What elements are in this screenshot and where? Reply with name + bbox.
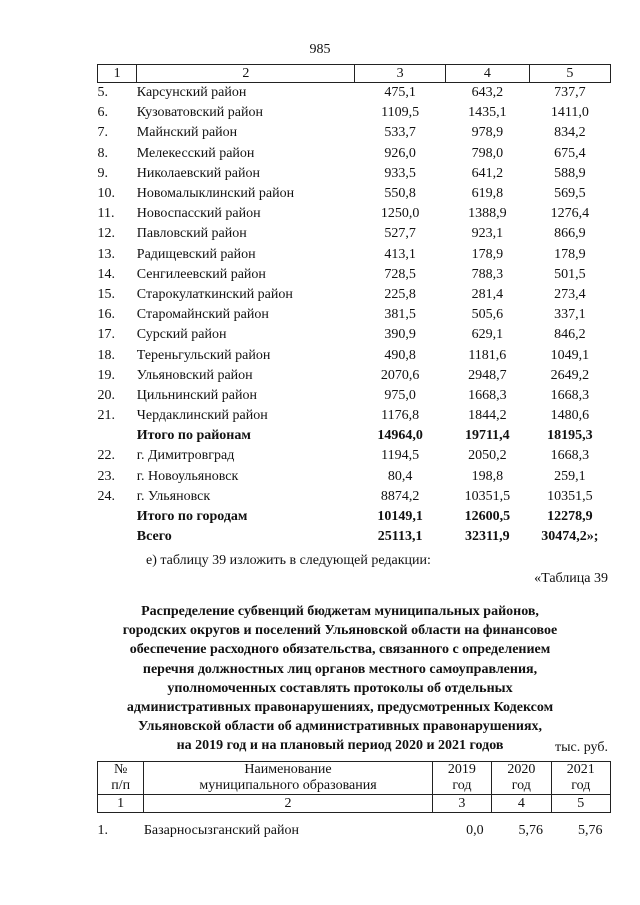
value-2021: 1276,4: [550, 206, 590, 222]
municipality-name: Мелекесский район: [136, 145, 255, 161]
municipality-name: Новоспасский район: [136, 206, 261, 222]
value-2019: 933,5: [384, 165, 416, 181]
header-2019: 2019 год: [432, 762, 491, 795]
column-number-row: [98, 795, 611, 813]
value-2019: 533,7: [384, 125, 416, 141]
municipality-name: Павловский район: [136, 226, 247, 242]
table-row: [98, 265, 611, 285]
table-row: [98, 164, 611, 184]
col-number: 4: [492, 795, 551, 813]
municipality-name: Итого по районам: [136, 428, 251, 444]
value-2021: 30474,2»;: [541, 529, 599, 545]
subvention-table: [97, 761, 611, 839]
value-2021: 1411,0: [550, 105, 589, 121]
distribution-table-continued: [97, 64, 611, 547]
row-number: 10.: [97, 186, 115, 202]
col-number: 5: [551, 795, 610, 813]
value-2020: 19711,4: [464, 428, 510, 444]
value-2019: 1250,0: [380, 206, 420, 222]
value-2020: 12600,5: [464, 509, 511, 525]
value-2019: 926,0: [384, 145, 416, 161]
municipality-name: Итого по городам: [136, 509, 248, 525]
value-2021: 675,4: [554, 145, 586, 161]
title-line: Ульяновской области об административных правонарушениях,: [137, 719, 543, 735]
row-number: 16.: [97, 307, 115, 323]
municipality-name: Николаевский район: [136, 165, 260, 181]
value-2019: 25113,1: [377, 529, 423, 545]
value-2020: 1181,6: [468, 347, 507, 363]
header-2020: 2020 год: [492, 762, 551, 795]
row-number: 23.: [97, 468, 115, 484]
title-line: обеспечение расходного обязательства, связанного с определением: [129, 642, 551, 658]
row-number: 12.: [97, 226, 115, 242]
value-2020: 798,0: [471, 145, 504, 161]
table-row: [98, 184, 611, 204]
municipality-name: Сурский район: [136, 327, 227, 343]
table-header-row: [98, 762, 611, 795]
row-number: 20.: [97, 387, 115, 403]
row-number: 8.: [97, 145, 108, 161]
row-number: 13.: [97, 246, 115, 262]
value-2019: 2070,6: [380, 367, 420, 383]
value-2020: 788,3: [471, 266, 504, 282]
row-number: 15.: [97, 286, 115, 302]
title-line: уполномоченных составлять протоколы об отдельных: [167, 680, 513, 696]
value-2020: 505,6: [471, 307, 504, 323]
col-header: 2: [137, 65, 355, 83]
units-label: тыс. руб.: [555, 740, 608, 755]
value-2019: 10149,1: [377, 509, 423, 525]
header-2021: 2021 год: [551, 762, 610, 795]
row-number: 11.: [97, 206, 115, 222]
value-2019: 475,1: [384, 85, 416, 101]
table-row: [98, 123, 611, 143]
table-row: [98, 366, 611, 386]
value-2020: 641,2: [471, 165, 504, 181]
row-number: 7.: [97, 125, 108, 141]
row-number: 5.: [97, 85, 108, 101]
row-number: 24.: [97, 488, 115, 504]
value-2021: 12278,9: [547, 509, 593, 525]
value-2019: 550,8: [384, 186, 416, 202]
title-line: городских округов и поселений Ульяновской области на финансовое: [122, 623, 558, 639]
page-number: 985: [309, 42, 331, 57]
row-number: 21.: [97, 408, 115, 424]
table-row: [98, 144, 611, 164]
value-2021: 846,2: [554, 327, 586, 343]
value-2019: 225,8: [384, 286, 416, 302]
value-2020: 10351,5: [464, 488, 511, 504]
row-number: 9.: [97, 165, 108, 181]
title-line: перечня должностных лиц органов местного самоуправления,: [142, 661, 538, 677]
value-2021: 1668,3: [550, 448, 590, 464]
value-2019: 490,8: [384, 347, 416, 363]
value-2020: 2948,7: [468, 367, 507, 383]
table-row: [98, 83, 611, 104]
value-2021: 337,1: [554, 307, 586, 323]
value-2020: 1435,1: [468, 105, 507, 121]
col-header: 5: [529, 65, 610, 83]
table-row: [98, 467, 611, 487]
value-2020: 1668,3: [468, 387, 507, 403]
value-2021: 866,9: [554, 226, 586, 242]
value-2019: 975,0: [384, 387, 416, 403]
value-2021: 10351,5: [547, 488, 593, 504]
value-2020: 1388,9: [468, 206, 507, 222]
title-line: Распределение субвенций бюджетам муниципальных районов,: [141, 604, 539, 619]
value-2020: 32311,9: [464, 529, 510, 545]
table-row: [98, 245, 611, 265]
col-number: 2: [144, 795, 432, 813]
municipality-name: г. Димитровград: [136, 448, 235, 464]
value-2020: 619,8: [471, 186, 504, 202]
row-number: 18.: [97, 347, 115, 363]
table-row: [98, 103, 611, 123]
municipality-name: Новомалыклинский район: [136, 186, 295, 202]
table-row: [98, 406, 611, 426]
row-number: [98, 507, 137, 527]
municipality-name: г. Новоульяновск: [136, 468, 239, 484]
value-2020: 978,9: [471, 125, 504, 141]
municipality-name: Чердаклинский район: [136, 408, 268, 424]
value-2021: 273,4: [554, 286, 586, 302]
value-2020: 643,2: [471, 85, 504, 101]
table-row: [98, 813, 611, 840]
table-label: «Таблица 39: [534, 571, 608, 586]
value-2021: 2649,2: [550, 367, 590, 383]
value-2021: 259,1: [554, 468, 586, 484]
municipality-name: Базарносызганский район: [143, 823, 299, 838]
value-2021: 18195,3: [547, 428, 593, 444]
col-number: 3: [432, 795, 491, 813]
table-row: [98, 507, 611, 527]
col-header: 3: [355, 65, 446, 83]
value-2019: 80,4: [387, 468, 413, 484]
value-2021: 5,76: [578, 823, 603, 838]
table-row: [98, 305, 611, 325]
value-2019: 14964,0: [377, 428, 423, 444]
value-2019: 1109,5: [381, 105, 420, 121]
col-header: 4: [445, 65, 529, 83]
value-2021: 569,5: [554, 186, 586, 202]
municipality-name: Старомайнский район: [136, 307, 269, 323]
value-2019: 381,5: [384, 307, 416, 323]
table-row: [98, 285, 611, 305]
municipality-name: Старокулаткинский район: [136, 286, 293, 302]
municipality-name: Кузоватовский район: [136, 105, 263, 121]
municipality-name: Сенгилеевский район: [136, 266, 266, 282]
value-2019: 1176,8: [381, 408, 420, 424]
table-row: [98, 386, 611, 406]
header-number: № п/п: [98, 762, 144, 795]
value-2020: 923,1: [471, 226, 504, 242]
row-number: 22.: [97, 448, 115, 464]
amendment-note: е) таблицу 39 изложить в следующей редакции:: [146, 553, 431, 568]
value-2021: 834,2: [554, 125, 586, 141]
municipality-name: Карсунский район: [136, 85, 247, 101]
table-row: [98, 325, 611, 345]
col-header: 1: [98, 65, 137, 83]
table-row: [98, 426, 611, 446]
table-row: [98, 527, 611, 547]
row-number: [98, 527, 137, 547]
value-2021: 1049,1: [550, 347, 590, 363]
value-2019: 8874,2: [380, 488, 420, 504]
table-row: [98, 487, 611, 507]
table-title: [80, 602, 600, 756]
value-2019: 0,0: [466, 823, 484, 838]
value-2021: 178,9: [554, 246, 586, 262]
value-2021: 1668,3: [550, 387, 590, 403]
municipality-name: Всего: [136, 529, 172, 545]
row-number: 6.: [97, 105, 108, 121]
value-2021: 737,7: [554, 85, 586, 101]
value-2019: 728,5: [384, 266, 416, 282]
table-row: [98, 446, 611, 466]
value-2021: 588,9: [554, 165, 586, 181]
value-2021: 501,5: [554, 266, 586, 282]
municipality-name: Майнский район: [136, 125, 238, 141]
table-row: [98, 204, 611, 224]
table-row: [98, 345, 611, 365]
value-2020: 5,76: [518, 823, 544, 838]
value-2020: 178,9: [471, 246, 504, 262]
row-number: 19.: [97, 367, 115, 383]
value-2020: 281,4: [471, 286, 504, 302]
value-2019: 527,7: [384, 226, 416, 242]
value-2020: 1844,2: [468, 408, 507, 424]
title-line: административных правонарушениях, предусмотренных Кодексом: [126, 700, 554, 716]
value-2020: 629,1: [471, 327, 504, 343]
col-number: 1: [98, 795, 144, 813]
municipality-name: г. Ульяновск: [136, 488, 211, 504]
municipality-name: Радищевский район: [136, 246, 256, 262]
value-2021: 1480,6: [550, 408, 590, 424]
value-2019: 390,9: [384, 327, 416, 343]
table-row: [98, 224, 611, 244]
value-2020: 198,8: [471, 468, 504, 484]
value-2019: 413,1: [384, 246, 416, 262]
row-number: [98, 426, 137, 446]
row-number: 14.: [97, 266, 115, 282]
value-2019: 1194,5: [381, 448, 420, 464]
row-number: 1.: [97, 823, 108, 838]
value-2020: 2050,2: [468, 448, 507, 464]
column-number-row: [98, 65, 611, 83]
row-number: 17.: [97, 327, 115, 343]
municipality-name: Цильнинский район: [136, 387, 257, 403]
header-name: Наименование муниципального образования: [144, 762, 432, 795]
title-line: на 2019 год и на плановый период 2020 и 2021 годов: [176, 738, 504, 754]
municipality-name: Тереньгульский район: [136, 347, 271, 363]
municipality-name: Ульяновский район: [136, 367, 253, 383]
